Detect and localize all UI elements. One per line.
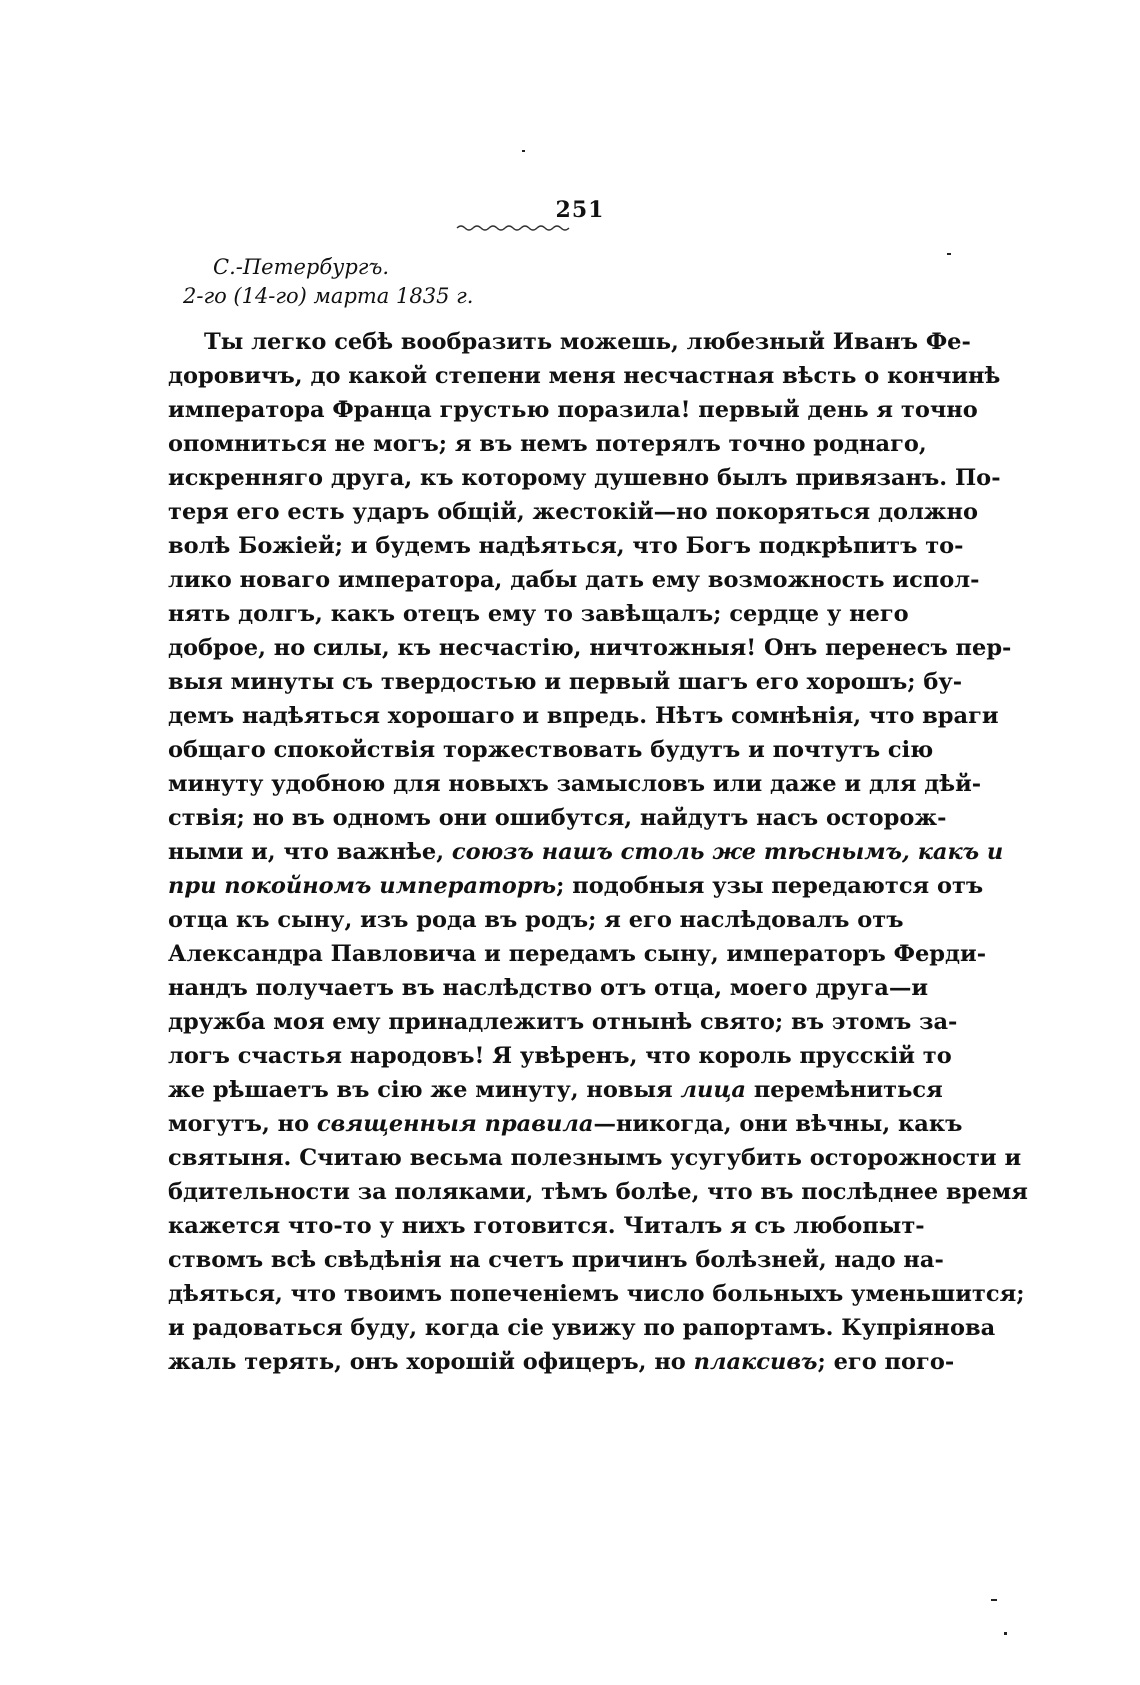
italic-emphasis: при покойномъ императорѣ	[168, 873, 557, 899]
text-segment: ; его пого-	[817, 1349, 955, 1375]
text-segment: ствія; но въ одномъ они ошибутся, найдутъ насъ осторож-	[168, 805, 947, 831]
text-segment: и радоваться буду, когда сіе увижу по рапортамъ. Купріянова	[168, 1315, 996, 1341]
text-segment: бдительности за поляками, тѣмъ болѣе, что въ послѣднее время	[168, 1179, 1028, 1205]
text-line	[168, 665, 963, 699]
text-segment: Александра Павловича и передамъ сыну, императоръ Ферди-	[168, 941, 987, 967]
text-segment: ными и, что важнѣе,	[168, 839, 452, 865]
text-line	[168, 1243, 944, 1277]
text-line	[168, 1209, 925, 1243]
italic-emphasis: плаксивъ	[693, 1349, 818, 1375]
scan-speck	[947, 253, 951, 255]
text-segment: жаль терять, онъ хорошій офицеръ, но	[168, 1349, 694, 1375]
text-line	[168, 869, 984, 903]
text-segment: отца къ сыну, изъ рода въ родъ; я его наслѣдовалъ отъ	[168, 907, 904, 933]
text-segment: нандъ получаетъ въ наслѣдство отъ отца, моего друга—и	[168, 975, 929, 1001]
text-segment: логъ счастья народовъ! Я увѣренъ, что король прусскій то	[168, 1043, 952, 1069]
text-segment: —никогда, они вѣчны, какъ	[593, 1111, 963, 1137]
text-line	[168, 1311, 996, 1345]
text-segment: общаго спокойствія торжествовать будутъ и почтутъ сію	[168, 737, 934, 763]
text-line	[168, 359, 1001, 393]
scan-speck	[991, 1599, 997, 1601]
text-line	[168, 1073, 943, 1107]
text-line	[168, 699, 999, 733]
page-number: 251	[555, 197, 605, 223]
text-line	[168, 427, 927, 461]
text-segment: кажется что-то у нихъ готовится. Читалъ я съ любопыт-	[168, 1213, 925, 1239]
text-segment: дѣяться, что твоимъ попеченіемъ число больныхъ уменьшится;	[168, 1281, 1025, 1307]
text-line	[168, 1039, 952, 1073]
text-line	[168, 1107, 963, 1141]
text-line	[168, 801, 947, 835]
text-line	[168, 631, 1012, 665]
text-segment: ; подобныя узы передаются отъ	[556, 873, 984, 899]
text-segment: волѣ Божіей; и будемъ надѣяться, что Богъ подкрѣпитъ то-	[168, 533, 964, 559]
text-line	[168, 563, 980, 597]
text-segment: выя минуты съ твердостью и первый шагъ его хорошъ; бу-	[168, 669, 963, 695]
text-line	[168, 903, 904, 937]
text-segment: ствомъ всѣ свѣдѣнія на счетъ причинъ болѣзней, надо на-	[168, 1247, 944, 1273]
text-segment: теря его есть ударъ общій, жестокій—но покоряться должно	[168, 499, 979, 525]
text-line	[168, 461, 1001, 495]
text-segment: минуту удобною для новыхъ замысловъ или даже и для дѣй-	[168, 771, 982, 797]
text-line	[168, 733, 934, 767]
letter-date: 2-го (14-го) марта 1835 г.	[183, 284, 474, 308]
letter-place: С.-Петербургъ.	[213, 255, 390, 279]
text-segment: опомниться не могъ; я въ немъ потерялъ точно роднаго,	[168, 431, 927, 457]
text-segment: же рѣшаетъ въ сію же минуту, новыя	[168, 1077, 681, 1103]
text-segment: перемѣниться	[746, 1077, 943, 1103]
text-line	[168, 1277, 1025, 1311]
text-line	[168, 1005, 958, 1039]
text-line	[168, 1141, 1022, 1175]
text-line	[168, 529, 964, 563]
text-line	[168, 767, 982, 801]
text-segment: императора Франца грустью поразила! первый день я точно	[168, 397, 978, 423]
scan-speck	[522, 150, 525, 152]
text-line	[168, 835, 1004, 869]
text-segment: доровичъ, до какой степени меня несчастная вѣсть о кончинѣ	[168, 363, 1001, 389]
text-line	[168, 1345, 955, 1379]
letter-body	[168, 325, 1028, 1379]
text-segment: дружба моя ему принадлежитъ отнынѣ свято; въ этомъ за-	[168, 1009, 958, 1035]
italic-emphasis: священныя правила	[316, 1111, 594, 1137]
text-line	[168, 495, 979, 529]
italic-emphasis: союзъ нашъ столь же тѣснымъ, какъ и	[451, 839, 1004, 865]
text-line	[168, 597, 909, 631]
text-line	[168, 937, 987, 971]
scan-speck	[1004, 1632, 1007, 1635]
text-segment: Ты легко себѣ вообразить можешь, любезный Иванъ Фе-	[204, 329, 971, 355]
text-segment: демъ надѣяться хорошаго и впредь. Нѣтъ сомнѣнія, что враги	[168, 703, 999, 729]
text-segment: могутъ, но	[168, 1111, 317, 1137]
text-segment: лико новаго императора, дабы дать ему возможность испол-	[168, 567, 980, 593]
text-line	[168, 393, 978, 427]
page-number-ornament	[455, 223, 575, 233]
italic-emphasis: лица	[680, 1077, 746, 1103]
text-segment: доброе, но силы, къ несчастію, ничтожныя! Онъ перенесъ пер-	[168, 635, 1012, 661]
text-segment: искренняго друга, къ которому душевно былъ привязанъ. По-	[168, 465, 1001, 491]
text-line	[168, 325, 971, 359]
text-line	[168, 971, 929, 1005]
text-segment: нять долгъ, какъ отецъ ему то завѣщалъ; сердце у него	[168, 601, 909, 627]
text-segment: святыня. Считаю весьма полезнымъ усугубить осторожности и	[168, 1145, 1022, 1171]
text-line	[168, 1175, 1028, 1209]
